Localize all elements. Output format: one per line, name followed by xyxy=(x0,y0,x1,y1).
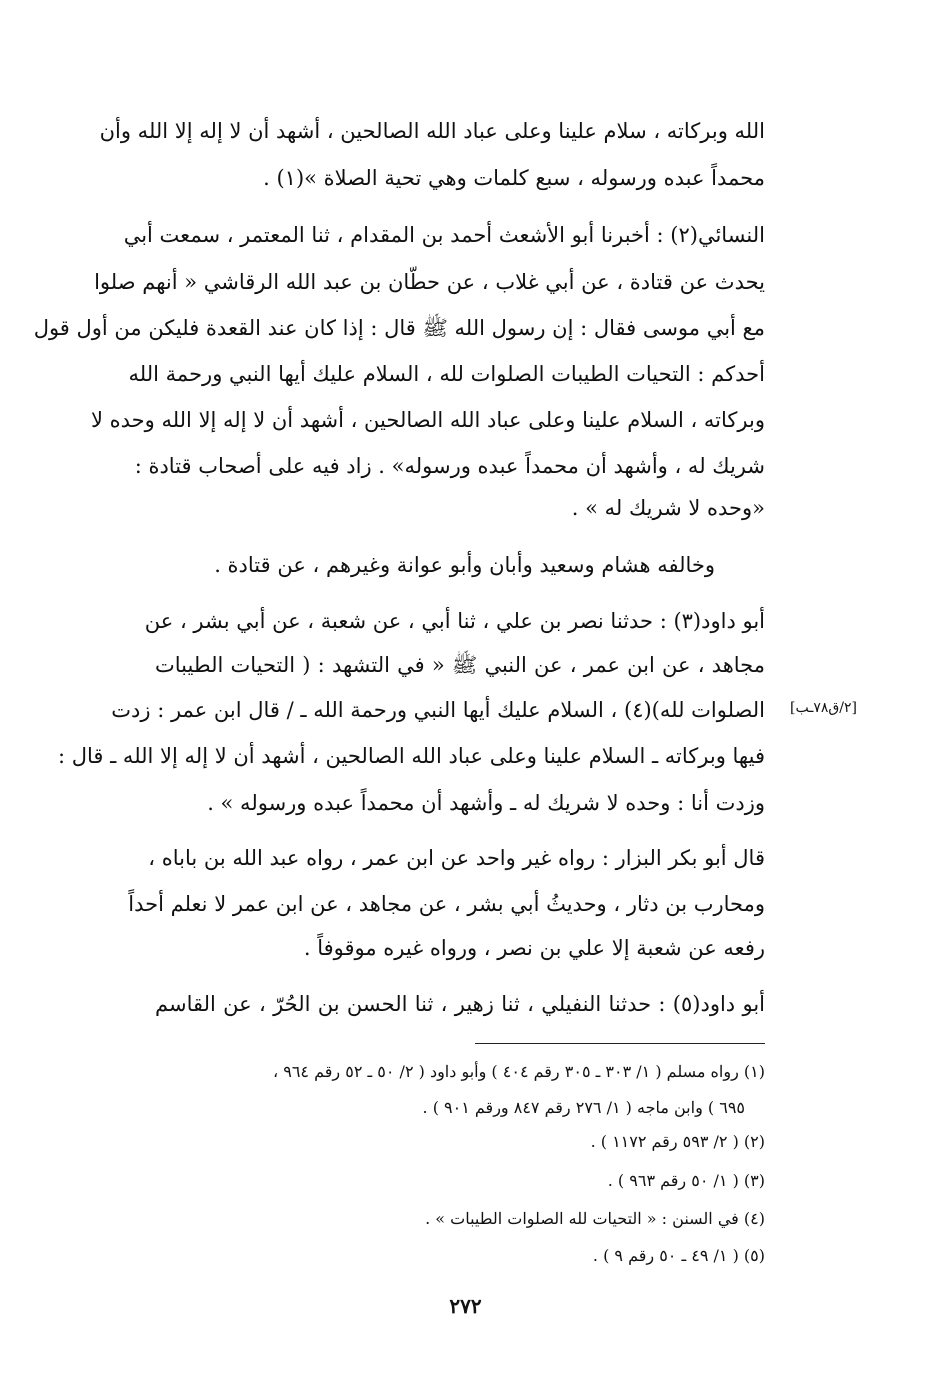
body-line: أبو داود(٣) : حدثنا نصر بن علي ، ثنا أبي ، عن شعبة ، عن أبي بشر ، عن xyxy=(144,609,765,633)
footnote: ٦٩٥ ) وابن ماجه ( ١/ ٢٧٦ رقم ٨٤٧ ورقم ٩٠١ ) . xyxy=(422,1098,745,1117)
body-line: مع أبي موسى فقال : إن رسول الله ﷺ قال : إذا كان عند القعدة فليكن من أول قول xyxy=(33,316,765,340)
body-line: ومحارب بن دثار ، وحديثُ أبي بشر ، عن مجاهد ، عن ابن عمر لا نعلم أحداً xyxy=(128,892,765,916)
footnote: (٤) في السنن : « التحيات لله الصلوات الطيبات » . xyxy=(425,1209,765,1228)
page-number: ٢٧٢ xyxy=(449,1294,482,1318)
body-line: فيها وبركاته ـ السلام علينا وعلى عباد الله الصالحين ، أشهد أن لا إله إلا الله ـ قال : xyxy=(57,744,765,768)
body-line: شريك له ، وأشهد أن محمداً عبده ورسوله» . زاد فيه على أصحاب قتادة : xyxy=(134,454,765,478)
body-line: النسائي(٢) : أخبرنا أبو الأشعث أحمد بن المقدام ، ثنا المعتمر ، سمعت أبي xyxy=(123,223,765,247)
footnote: (٥) ( ١/ ٤٩ ـ ٥٠ رقم ٩ ) . xyxy=(592,1246,765,1265)
body-line: محمداً عبده ورسوله ، سبع كلمات وهي تحية الصلاة »(١) . xyxy=(263,166,765,190)
body-line: الله وبركاته ، سلام علينا وعلى عباد الله الصالحين ، أشهد أن لا إله إلا الله وأن xyxy=(99,119,765,143)
footnote-divider xyxy=(475,1043,765,1044)
body-line: أحدكم : التحيات الطيبات الصلوات لله ، السلام عليك أيها النبي ورحمة الله xyxy=(128,362,765,386)
body-line: يحدث عن قتادة ، عن أبي غلاب ، عن حطّان بن عبد الله الرقاشي « أنهم صلوا xyxy=(94,270,765,294)
body-line: الصلوات لله)(٤) ، السلام عليك أيها النبي ورحمة الله ـ / قال ابن عمر : زدت xyxy=(111,698,765,722)
body-line: مجاهد ، عن ابن عمر ، عن النبي ﷺ « في التشهد : ( التحيات الطيبات xyxy=(155,653,765,677)
footnote: (١) رواه مسلم ( ١/ ٣٠٣ ـ ٣٠٥ رقم ٤٠٤ ) وأبو داود ( ٢/ ٥٠ ـ ٥٢ رقم ٩٦٤ ، xyxy=(272,1062,765,1081)
manuscript-folio-note: [٢/ق٧٨ـب] xyxy=(790,700,857,716)
body-line: وزدت أنا : وحده لا شريك له ـ وأشهد أن محمداً عبده ورسوله » . xyxy=(207,791,765,815)
body-line: قال أبو بكر البزار : رواه غير واحد عن ابن عمر ، رواه عبد الله بن باباه ، xyxy=(148,846,765,870)
body-line: وخالفه هشام وسعيد وأبان وأبو عوانة وغيرهم ، عن قتادة . xyxy=(214,553,715,577)
body-line: «وحده لا شريك له » . xyxy=(571,496,765,520)
body-line: وبركاته ، السلام علينا وعلى عباد الله الصالحين ، أشهد أن لا إله إلا الله وحده لا xyxy=(90,408,765,432)
footnote: (٣) ( ١/ ٥٠ رقم ٩٦٣ ) . xyxy=(607,1171,765,1190)
body-line: أبو داود(٥) : حدثنا النفيلي ، ثنا زهير ، ثنا الحسن بن الحُرّ ، عن القاسم xyxy=(155,992,765,1016)
body-line: رفعه عن شعبة إلا علي بن نصر ، ورواه غيره موقوفاً . xyxy=(303,936,765,960)
footnote: (٢) ( ٢/ ٥٩٣ رقم ١١٧٢ ) . xyxy=(590,1132,765,1151)
